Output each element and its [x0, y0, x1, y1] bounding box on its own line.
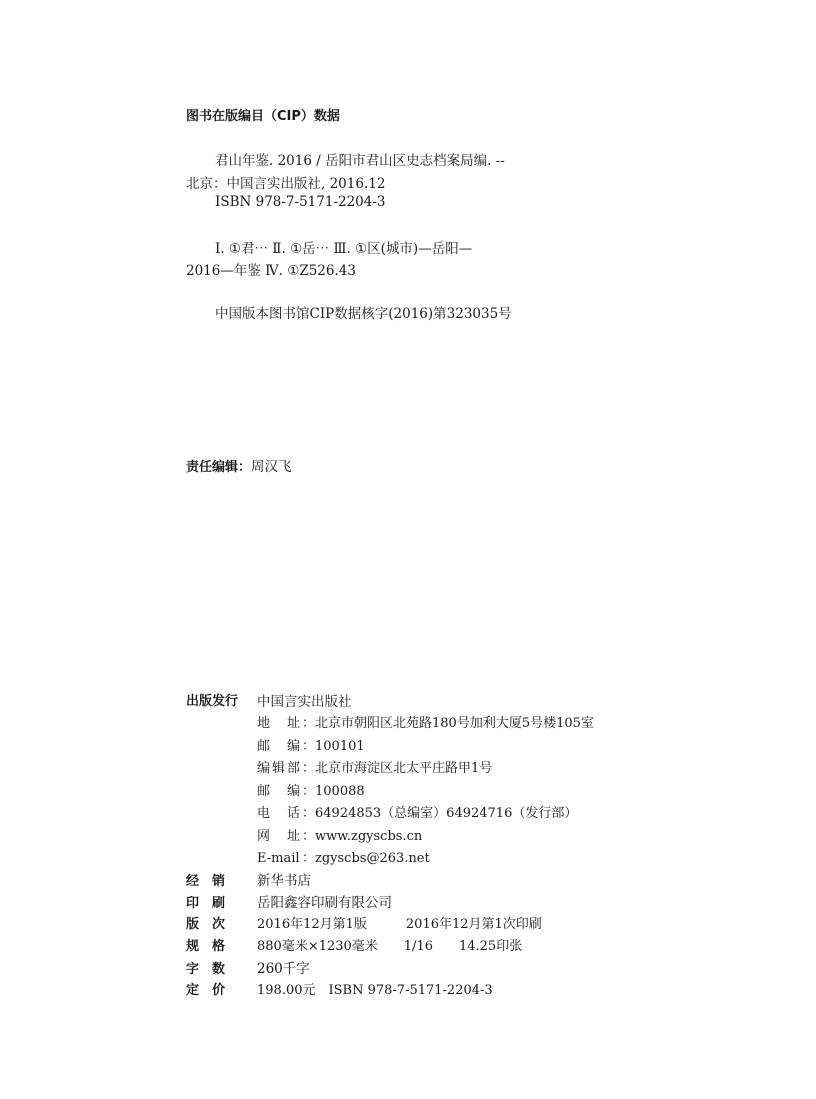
publisher-phone: 电 话：64924853（总编室）64924716（发行部） [257, 806, 578, 821]
cip-classification-2: 2016—年鉴 Ⅳ. ①Z526.43 [186, 263, 356, 279]
publisher-label: 出版发行 [186, 694, 239, 709]
info-row-format: 规 格 880毫米×1230毫米 1/16 14.25印张 [186, 939, 523, 954]
cip-record-number: 中国版本图书馆CIP数据核字(2016)第323035号 [215, 306, 512, 322]
editor-name: 周汉飞 [251, 459, 292, 475]
info-row-edition: 版 次 2016年12月第1版 2016年12月第1次印刷 [186, 917, 542, 932]
info-row-price: 定 价 198.00元 ISBN 978-7-5171-2204-3 [186, 983, 493, 998]
cip-title: 图书在版编目（CIP）数据 [186, 109, 340, 124]
editor-label: 责任编辑： [186, 460, 252, 475]
info-row-wordcount: 字 数 260千字 [186, 961, 310, 977]
editor-line [186, 455, 292, 475]
publisher-name: 中国言实出版社 [257, 694, 352, 710]
cip-isbn: ISBN 978-7-5171-2204-3 [215, 194, 386, 210]
info-row-distributor: 经 销 新华书店 [186, 873, 311, 889]
info-row-printer: 印 刷 岳阳鑫容印刷有限公司 [186, 895, 392, 911]
cip-line-2: 北京：中国言实出版社, 2016.12 [186, 176, 386, 192]
publisher-address: 地 址：北京市朝阳区北苑路180号加利大厦5号楼105室 [257, 716, 594, 731]
cip-line-1: 君山年鉴. 2016 / 岳阳市君山区史志档案局编. -- [215, 153, 505, 169]
publisher-postcode: 邮 编：100101 [257, 739, 365, 754]
publisher-email[interactable]: E-mail：zgyscbs@263.net [257, 851, 430, 866]
cip-classification-1: Ⅰ. ①君⋯ Ⅱ. ①岳⋯ Ⅲ. ①区(城市)—岳阳— [215, 241, 473, 257]
editorial-dept-address: 编辑部：北京市海淀区北太平庄路甲1号 [257, 761, 493, 776]
publisher-website[interactable]: 网 址：www.zgyscbs.cn [257, 829, 423, 844]
editorial-dept-postcode: 邮 编：100088 [257, 784, 365, 799]
